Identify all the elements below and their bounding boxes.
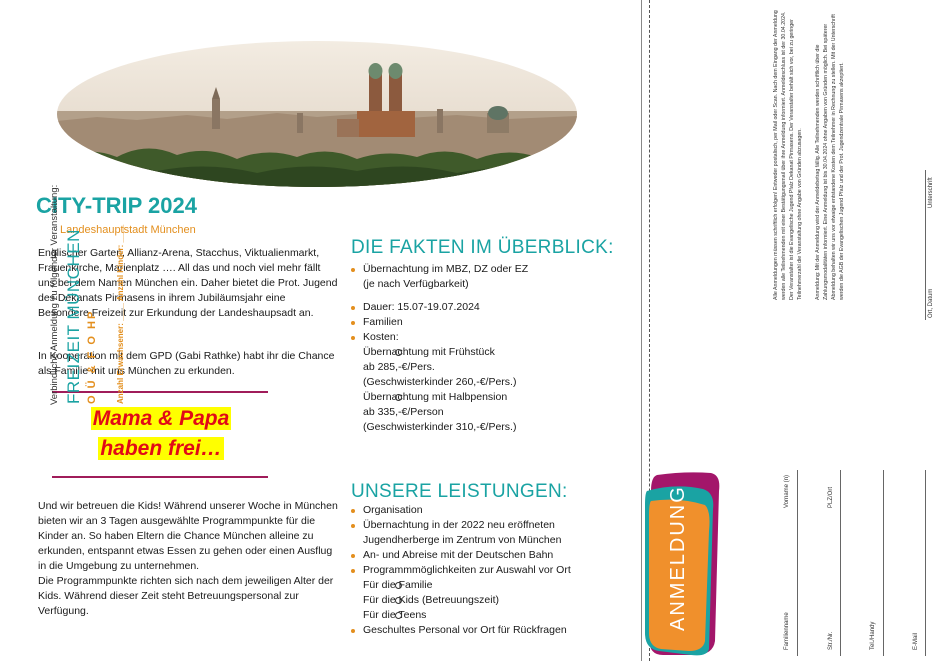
terms-block-2: Anmeldung: Mit der Anmeldung wird der Anmeldebetrag fällig. Alle Teilnehmenden werden schriftlich über die Zahlungsmodalitäten informiert. Eine Anmeldung ist bis 30.04.2024 ohne Angaben von Gründen möglich. Bei späterer Abmeldung behalten wir uns vor etwaige entstandene Kosten dem Teilnehmer in Rechnung zu stellen. Mit der Unterschrift werden die AGB der Evangelischen Jugend Pfalz und der Prot. Jugendzentrale Pirmasens akzeptiert. (815, 14, 845, 300)
trip-title: CITY-TRIP 2024 (36, 193, 197, 218)
participant-count-fields: Anzahl Erwachsener: ____ Anzahl Kinder: ____ (116, 224, 125, 404)
cost-option-1: Übernachtung mit Frühstück (363, 346, 495, 358)
divider-bottom (52, 476, 268, 478)
name-line (797, 470, 798, 656)
mama-line-2: haben frei… (100, 437, 222, 460)
kids-paragraph: Und wir betreuen die Kids! Während unserer Woche in München bieten wir an 3 Tagen ausgewählte Programmpunkte für die Kinder an. So haben Eltern die Chance München alleine zu erkunden, entspannt etwas Essen zu gehen oder einen Ausflug in die Umgebung zu unternehmen. Die Programmpunkte richten sich nach dem jeweiligen Alter der Kids. Während dieser Zeit steht Betreuungspersonal zur Verfügung. (38, 500, 338, 617)
services-heading: UNSERE LEISTUNGEN: (351, 481, 568, 502)
accommodation-options: O Ü & F O HP (86, 309, 98, 404)
street-field[interactable]: Str./Nr. (828, 631, 834, 650)
list-item-note: (je nach Verfügbarkeit) (363, 278, 469, 290)
mama-line-1: Mama & Papa (92, 407, 230, 430)
registration-intro: Verbindliche Anmeldung zu folgender Veranstaltung: (49, 184, 60, 405)
page-edge-line (641, 0, 642, 661)
list-item: Übernachtung im MBZ, DZ oder EZ (351, 262, 528, 277)
list-item: Kosten: (351, 330, 528, 345)
plz-ort-field[interactable]: PLZ/Ort (828, 486, 834, 508)
divider-top (52, 391, 268, 393)
familienname-field[interactable]: Familienname (784, 612, 790, 650)
list-item: Geschultes Personal vor Ort für Rückfragen (351, 623, 571, 638)
signature-field[interactable]: Unterschrift (928, 177, 934, 208)
list-item: Dauer: 15.07-19.07.2024 (351, 300, 528, 315)
bullet-icon (351, 569, 355, 573)
bullet-icon (351, 321, 355, 325)
bullet-icon (351, 554, 355, 558)
bullet-icon (351, 306, 355, 310)
circle-bullet-icon (395, 349, 402, 356)
address-line (840, 470, 841, 656)
phone-field[interactable]: Tel./Handy (870, 621, 876, 650)
munich-skyline-image (57, 41, 577, 187)
bullet-icon (351, 524, 355, 528)
circle-bullet-icon (395, 612, 402, 619)
email-line (925, 470, 926, 656)
circle-bullet-icon (395, 597, 402, 604)
circle-bullet-icon (395, 582, 402, 589)
event-name: FREIZEIT MÜNCHEN (64, 229, 83, 404)
email-field[interactable]: E-Mail (913, 632, 919, 650)
cooperation-paragraph: In Kooperation mit dem GPD (Gabi Rathke) habt ihr die Chance als Familie mit uns München zu erkunden. (38, 350, 335, 377)
list-item: Programmmöglichkeiten zur Auswahl vor Ort (351, 563, 571, 578)
vorname-field[interactable]: Vorname (n) (784, 474, 790, 508)
cost-option-2: Übernachtung mit Halbpension (363, 391, 508, 403)
list-item: Übernachtung in der 2022 neu eröffneten (351, 518, 571, 533)
bullet-icon (351, 336, 355, 340)
bullet-icon (351, 268, 355, 272)
facts-heading: DIE FAKTEN IM ÜBERBLICK: (351, 237, 614, 258)
list-item: Organisation (351, 503, 571, 518)
anmeldung-label: ANMELDUNG (667, 485, 689, 631)
place-date-field[interactable]: Ort, Datum (928, 288, 934, 318)
services-list: Organisation Übernachtung in der 2022 neu eröffneten Jugendherberge im Zentrum von München An- und Abreise mit der Deutschen Bahn Programmmöglichkeiten zur Auswahl vor Ort Für die Familie Für die Kids (Betreuungszeit) Für die Teens Geschultes Personal vor Ort für Rückfragen (351, 503, 571, 638)
mama-papa-highlight (84, 404, 238, 464)
signature-line (925, 170, 926, 320)
circle-bullet-icon (395, 394, 402, 401)
bullet-icon (351, 629, 355, 633)
intro-paragraph: Englischer Garten, Allianz-Arena, Stacchus, Viktualienmarkt, Frauenkirche, Marienplatz …. All das und noch viel mehr fällt uns bei dem Namen München ein. Daher bietet die Prot. Jugend des Dekanats Pirmasens in ihrem Jubiläumsjahr eine Besondere Freizeit zur Erkundung der Landeshaupsadt an. (38, 247, 338, 319)
list-item: Familien (351, 315, 528, 330)
terms-block-1: Alle Anmeldungen müssen schriftlich erfolgen! Entweder postalisch, per Mail oder Scan. Nach dem Eingang der Anmeldung werden alle Teilnehmenden mit einer Bestätigungsmail über ihre Anmeldung informiert. Anmeldeschluss ist der 30.04.2024. Der Veranstalter ist die Evangelische Jugend Pfalz Dekanat Pirmasens. Der Veranstalter behält sich vor, bei zu geringer Teilnehmerzahl die Veranstaltung ohne Angabe von Gründen abzusagen. (773, 10, 803, 300)
facts-list: Übernachtung im MBZ, DZ oder EZ (je nach Verfügbarkeit) Dauer: 15.07-19.07.2024 Familien Kosten: Übernachtung mit Frühstück ab 285,-€/Pers. (Geschwisterkinder 260,-€/Pers.) Übernachtung mit Halbpension ab 335,-€/Person (Geschwisterkinder 310,-€/Pers.) (351, 262, 528, 435)
phone-line (883, 470, 884, 656)
bullet-icon (351, 509, 355, 513)
list-item: An- und Abreise mit der Deutschen Bahn (351, 548, 571, 563)
trip-subtitle: Landeshauptstadt München (60, 224, 196, 236)
